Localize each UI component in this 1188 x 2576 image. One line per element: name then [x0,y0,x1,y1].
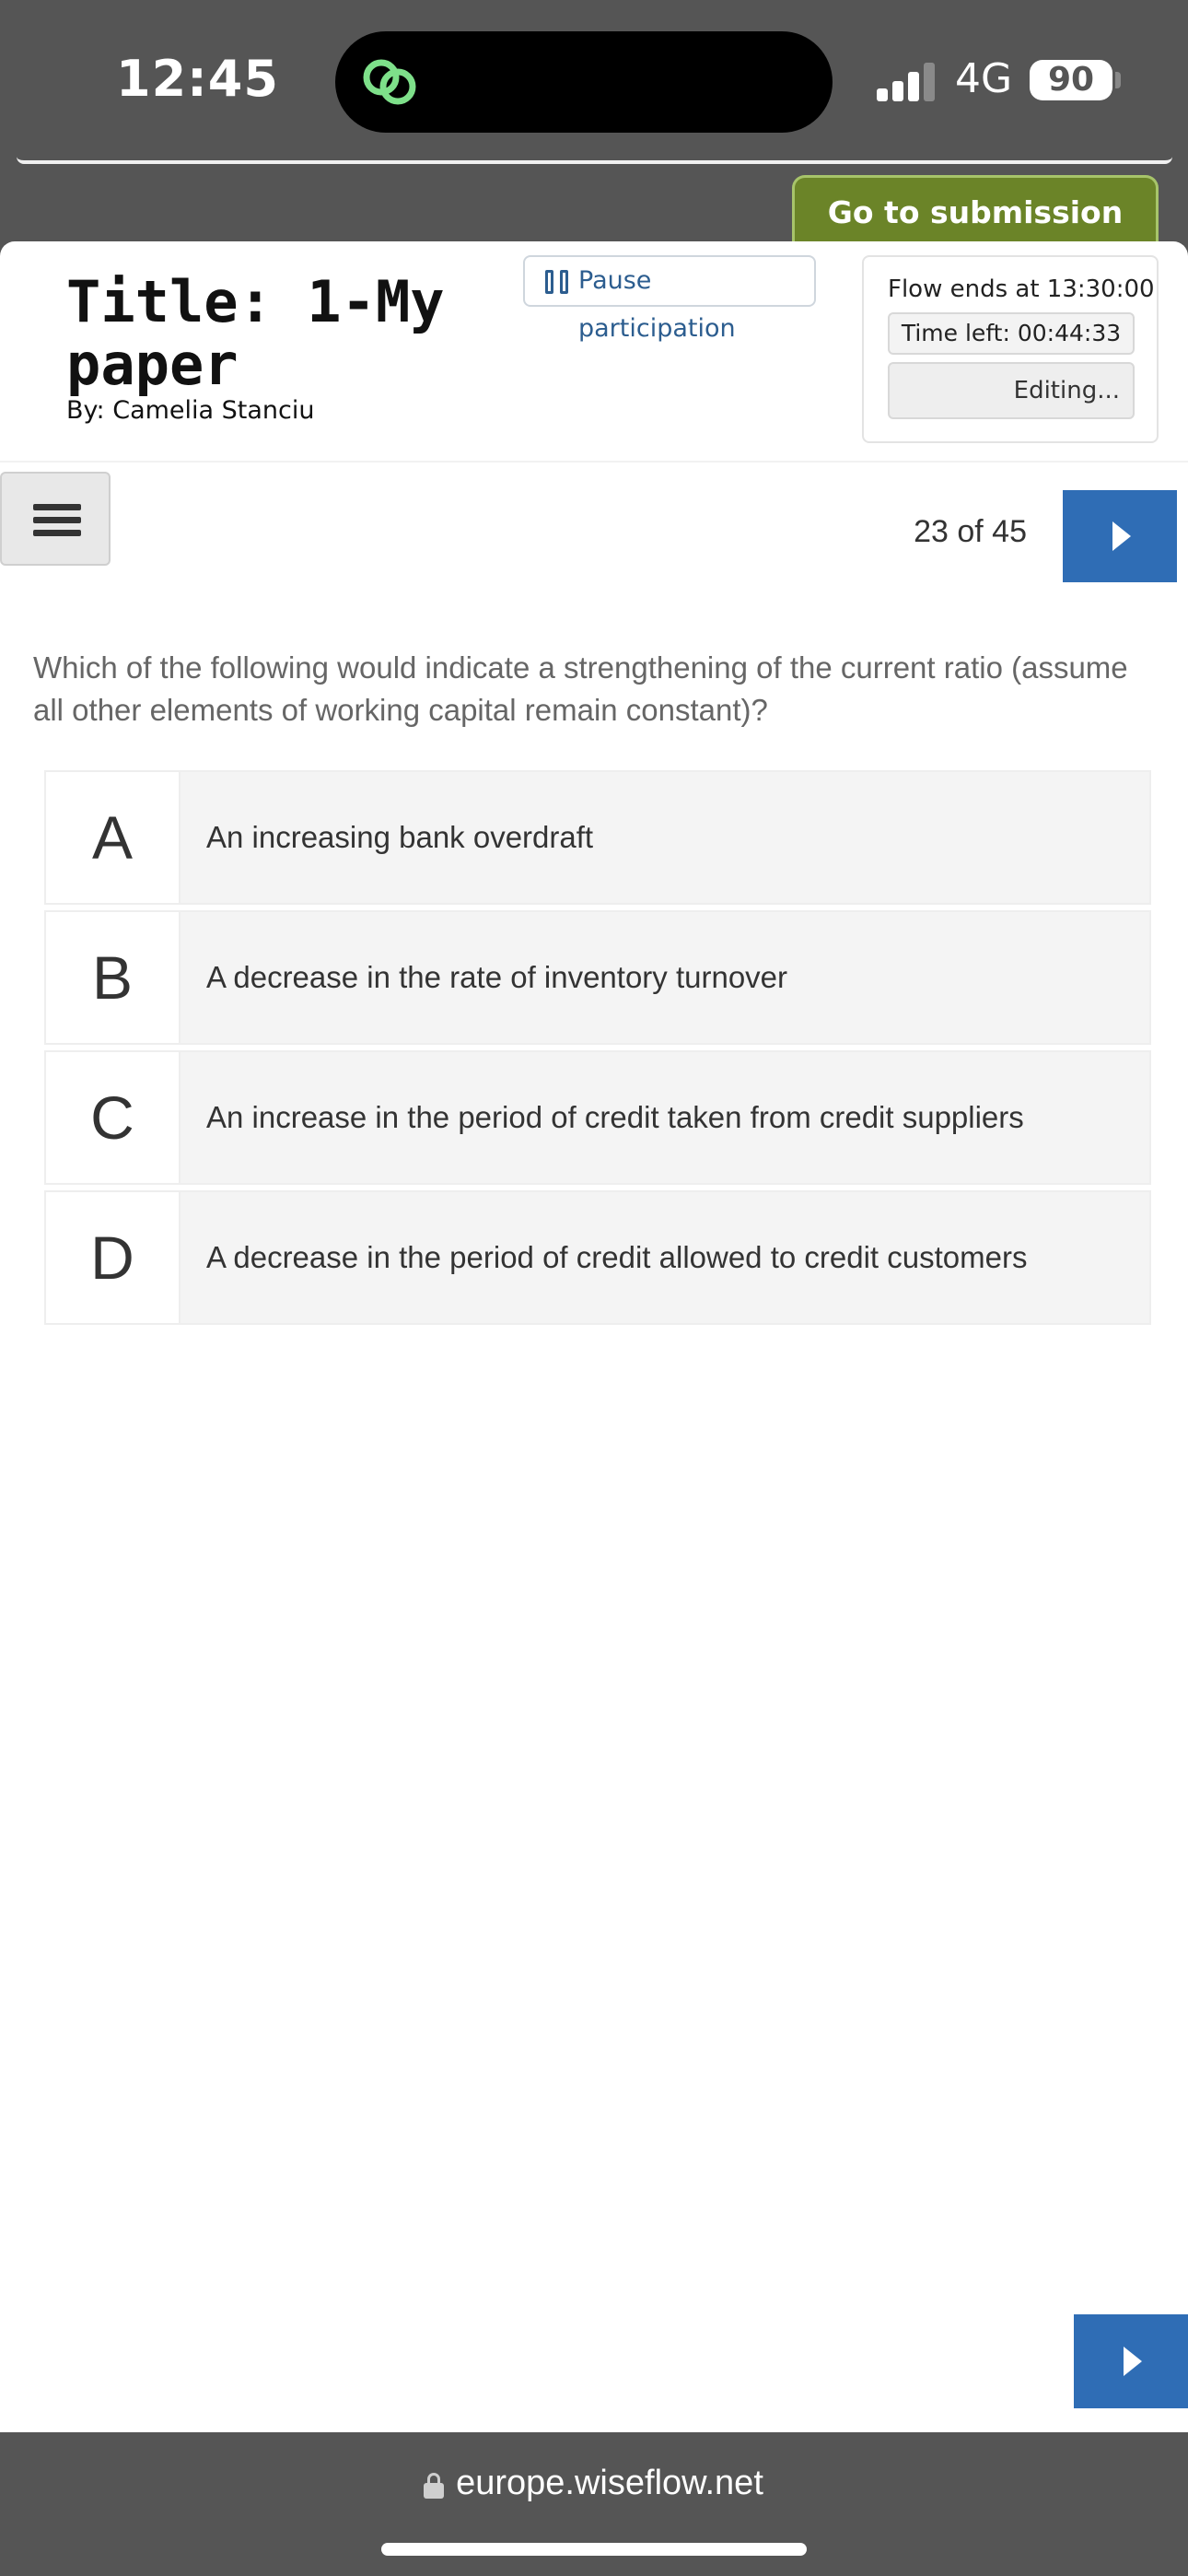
option-letter: B [46,912,181,1043]
option-c[interactable] [44,1050,1151,1185]
toolbar-edge [17,157,1172,164]
network-type: 4G [955,55,1013,102]
next-question-button-bottom[interactable] [1074,2314,1188,2408]
hamburger-icon [33,504,81,510]
signal-strength-icon [877,61,938,101]
battery-tip [1115,72,1121,88]
go-to-submission-button[interactable]: Go to submission [792,175,1159,249]
browser-address-bar [0,2432,1188,2576]
play-right-icon [1124,2347,1142,2376]
option-letter: D [46,1192,181,1323]
flow-ends-text: Flow ends at 13:30:00 [888,275,1155,303]
option-letter: A [46,772,181,903]
status-time: 12:45 [116,50,279,108]
question-text: Which of the following would indicate a strengthening of the current ratio (assume all other elements of working capital remain constant)? [33,650,1128,727]
hamburger-menu-button[interactable] [0,472,111,566]
next-question-button[interactable] [1063,490,1177,582]
pause-icon [545,270,569,294]
editing-status: Editing... [888,362,1135,419]
battery-indicator: 90 [1030,60,1112,100]
status-bar [0,0,1188,161]
option-text: An increase in the period of credit taken from credit suppliers [206,1100,1024,1134]
play-right-icon [1112,521,1131,551]
paper-author: By: Camelia Stanciu [66,396,315,425]
pause-participation-label: Pause participation [578,266,736,343]
home-indicator[interactable] [381,2543,807,2556]
option-letter: C [46,1052,181,1183]
exam-page [0,241,1188,2432]
answer-options [44,770,1151,1330]
time-left-badge: Time left: 00:44:33 [888,312,1135,355]
header-divider [0,461,1188,463]
question-counter: 23 of 45 [914,514,1027,549]
paper-title: Title: 1-My paper [66,268,445,398]
option-b[interactable] [44,910,1151,1045]
url-text[interactable]: europe.wiseflow.net [456,2464,763,2502]
flow-status-panel [862,255,1159,443]
option-a[interactable] [44,770,1151,905]
option-text: A decrease in the rate of inventory turnover [206,960,788,994]
option-text: An increasing bank overdraft [206,820,594,854]
green-chain-link-icon [357,53,422,111]
pause-participation-button[interactable] [523,255,816,343]
option-d[interactable] [44,1190,1151,1325]
dynamic-island [335,31,833,133]
option-text: A decrease in the period of credit allowed to credit customers [206,1240,1028,1274]
